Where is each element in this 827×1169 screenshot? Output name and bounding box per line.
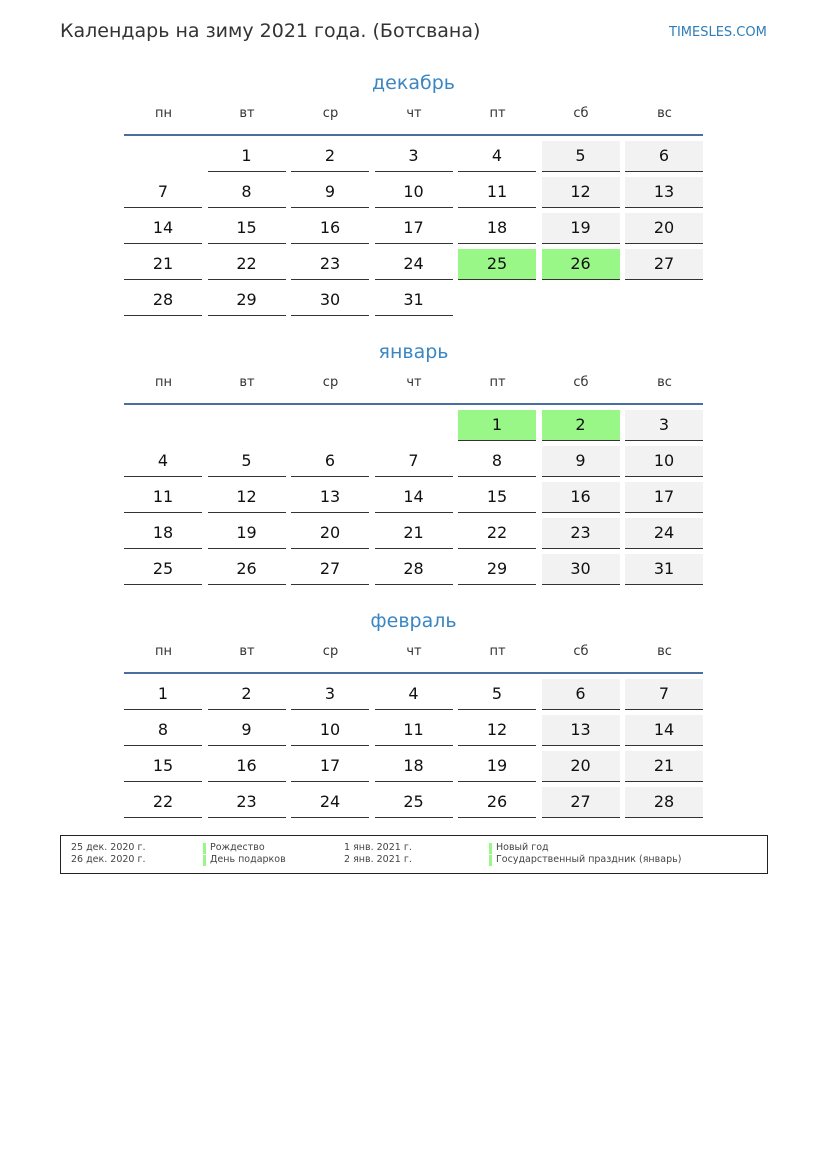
legend-color-marker [489,843,492,854]
day-cell: 11 [458,177,536,208]
day-cell: 12 [458,715,536,746]
weekday-label: сб [573,375,589,390]
weekend-day-cell: 19 [542,213,620,244]
day-cell: 9 [208,715,286,746]
legend-date: 1 янв. 2021 г. [344,842,412,853]
day-cell: 4 [375,679,453,710]
holiday-day-cell: 25 [458,249,536,280]
weekday-label: пн [155,106,172,121]
day-cell: 8 [458,446,536,477]
day-cell: 25 [124,554,202,585]
weekend-day-cell: 30 [542,554,620,585]
weekend-day-cell: 9 [542,446,620,477]
day-cell: 4 [458,141,536,172]
day-cell: 17 [375,213,453,244]
day-cell: 29 [458,554,536,585]
weekday-label: ср [322,644,339,659]
day-cell: 20 [291,518,369,549]
weekday-label: вс [657,375,672,390]
weekday-label: вт [239,375,255,390]
holiday-day-cell: 2 [542,410,620,441]
weekend-day-cell: 7 [625,679,703,710]
weekend-day-cell: 17 [625,482,703,513]
month-december [124,68,703,309]
weekday-label: сб [573,106,589,121]
weekday-label: пт [489,644,506,659]
day-cell: 19 [458,751,536,782]
day-cell: 29 [208,285,286,316]
weekday-label: пт [489,375,506,390]
day-cell: 22 [208,249,286,280]
weekend-day-cell: 14 [625,715,703,746]
header-divider [124,403,703,405]
legend-color-marker [489,855,492,866]
weekend-day-cell: 24 [625,518,703,549]
weekday-label: вт [239,644,255,659]
weekend-day-cell: 23 [542,518,620,549]
day-cell: 22 [458,518,536,549]
day-cell: 14 [375,482,453,513]
weekday-label: пн [155,644,172,659]
page-title: Календарь на зиму 2021 года. (Ботсвана) [60,20,481,42]
weekday-label: ср [322,106,339,121]
weekday-label: вт [239,106,255,121]
day-cell: 1 [208,141,286,172]
day-cell: 13 [291,482,369,513]
day-cell: 21 [124,249,202,280]
day-cell: 26 [458,787,536,818]
weekend-day-cell: 6 [625,141,703,172]
day-cell: 11 [124,482,202,513]
day-cell: 25 [375,787,453,818]
brand-link[interactable]: TIMESLES.COM [669,25,767,40]
day-cell: 31 [375,285,453,316]
weekend-day-cell: 3 [625,410,703,441]
day-cell: 3 [291,679,369,710]
weekend-day-cell: 5 [542,141,620,172]
day-cell: 5 [458,679,536,710]
month-title: декабрь [372,72,455,94]
weekday-label: пн [155,375,172,390]
day-cell: 22 [124,787,202,818]
day-cell: 2 [208,679,286,710]
legend-date: 2 янв. 2021 г. [344,854,412,865]
day-cell: 30 [291,285,369,316]
holiday-day-cell: 26 [542,249,620,280]
day-cell: 17 [291,751,369,782]
weekend-day-cell: 13 [542,715,620,746]
day-cell: 24 [375,249,453,280]
weekend-day-cell: 20 [625,213,703,244]
day-cell: 28 [124,285,202,316]
day-cell: 6 [291,446,369,477]
legend-holiday-name: День подарков [210,854,286,865]
weekend-day-cell: 31 [625,554,703,585]
weekend-day-cell: 6 [542,679,620,710]
day-cell: 14 [124,213,202,244]
weekend-day-cell: 20 [542,751,620,782]
legend-date: 25 дек. 2020 г. [71,842,146,853]
month-january [124,337,703,578]
legend-holiday-name: Рождество [210,842,265,853]
weekend-day-cell: 28 [625,787,703,818]
weekday-label: чт [406,375,422,390]
legend-holiday-name: Новый год [496,842,549,853]
day-cell: 7 [124,177,202,208]
weekday-label: чт [406,644,422,659]
legend-holiday-name: Государственный праздник (январь) [496,854,682,865]
weekday-label: сб [573,644,589,659]
header-divider [124,672,703,674]
legend-color-marker [203,855,206,866]
legend-color-marker [203,843,206,854]
day-cell: 10 [291,715,369,746]
day-cell: 27 [291,554,369,585]
day-cell: 8 [208,177,286,208]
holiday-legend [60,835,768,874]
day-cell: 7 [375,446,453,477]
weekend-day-cell: 12 [542,177,620,208]
day-cell: 15 [124,751,202,782]
day-cell: 11 [375,715,453,746]
weekday-label: вс [657,644,672,659]
day-cell: 23 [291,249,369,280]
day-cell: 5 [208,446,286,477]
day-cell: 16 [208,751,286,782]
day-cell: 18 [375,751,453,782]
weekend-day-cell: 27 [625,249,703,280]
weekend-day-cell: 10 [625,446,703,477]
day-cell: 4 [124,446,202,477]
day-cell: 10 [375,177,453,208]
day-cell: 18 [458,213,536,244]
day-cell: 3 [375,141,453,172]
day-cell: 23 [208,787,286,818]
weekend-day-cell: 16 [542,482,620,513]
weekday-label: чт [406,106,422,121]
weekday-header [124,373,703,403]
weekend-day-cell: 13 [625,177,703,208]
weekend-day-cell: 21 [625,751,703,782]
day-cell: 1 [124,679,202,710]
day-cell: 15 [208,213,286,244]
month-title: февраль [370,610,457,632]
day-cell: 18 [124,518,202,549]
weekday-label: пт [489,106,506,121]
day-cell: 12 [208,482,286,513]
weekday-header [124,642,703,672]
day-cell: 9 [291,177,369,208]
weekday-header [124,104,703,134]
month-february [124,606,703,811]
day-cell: 2 [291,141,369,172]
day-cell: 28 [375,554,453,585]
day-cell: 19 [208,518,286,549]
holiday-day-cell: 1 [458,410,536,441]
weekday-label: ср [322,375,339,390]
day-cell: 26 [208,554,286,585]
legend-date: 26 дек. 2020 г. [71,854,146,865]
month-title: январь [378,341,449,363]
day-cell: 24 [291,787,369,818]
weekday-label: вс [657,106,672,121]
day-cell: 21 [375,518,453,549]
day-cell: 15 [458,482,536,513]
weekend-day-cell: 27 [542,787,620,818]
header-divider [124,134,703,136]
day-cell: 16 [291,213,369,244]
day-cell: 8 [124,715,202,746]
